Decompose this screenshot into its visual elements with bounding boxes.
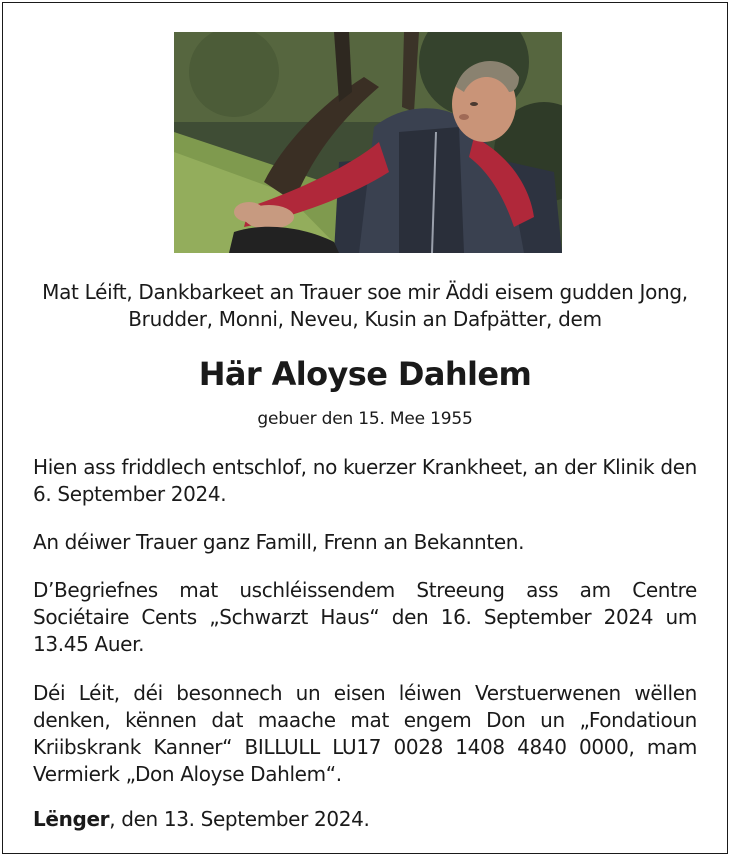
intro-text: Mat Léift, Dankbarkeet an Trauer soe mir Äddi eisem gudden Jong, Brudder, Monni, Neveu, Kusin an Dafpätter, dem <box>42 280 688 331</box>
paragraph-donation: Déi Léit, déi besonnech un eisen léiwen Verstuerwenen wëllen denken, kënnen dat maache mat engem Don un „Fondatioun Kriibskrank Kanner“ BILLULL LU17 0028 1408 4840 0000, mam Vermierk „Don Aloyse Dahlem“. <box>33 681 697 786</box>
birth-date: gebuer den 15. Mee 1955 <box>257 409 473 429</box>
obituary-notice <box>2 2 728 854</box>
portrait-photo <box>174 32 562 253</box>
deceased-name: Här Aloyse Dahlem <box>198 355 532 393</box>
signature-line <box>33 806 370 833</box>
paragraph-funeral: D’Begriefnes mat uschléissendem Streeung ass am Centre Sociétaire Cents „Schwarzt Haus“ den 16. September 2024 um 13.45 Auer. <box>33 578 697 656</box>
paragraph-passing: Hien ass friddlech entschlof, no kuerzer Krankheet, an der Klinik den 6. September 2024. <box>33 455 697 506</box>
signature-place: Lënger <box>33 807 110 831</box>
signature-date: , den 13. September 2024. <box>109 807 370 831</box>
paragraph-mourners: An déiwer Trauer ganz Famill, Frenn an Bekannten. <box>33 530 525 554</box>
